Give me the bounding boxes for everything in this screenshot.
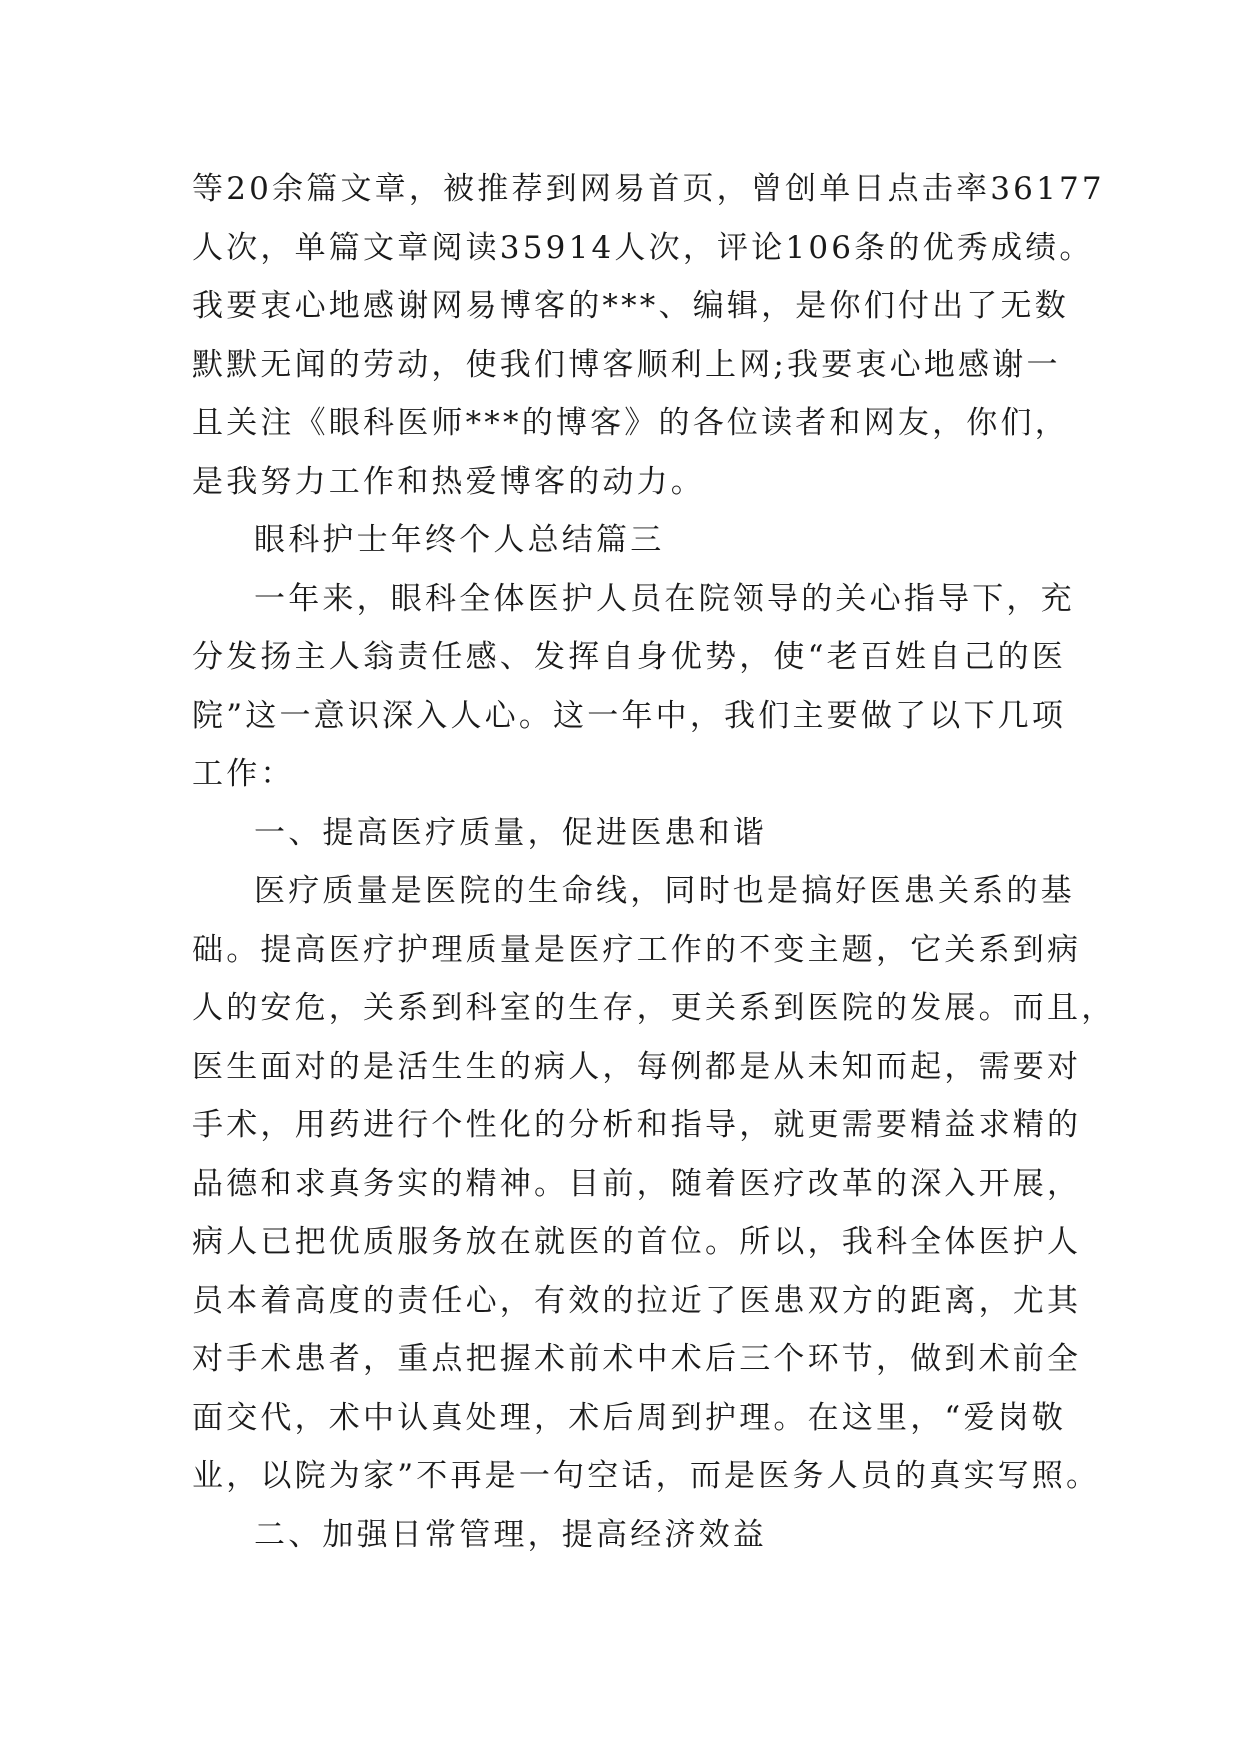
- text-line: 我要衷心地感谢网易博客的***、编辑，是你们付出了无数: [192, 288, 1069, 324]
- text-line: 院”这一意识深入人心。这一年中，我们主要做了以下几项: [192, 697, 1067, 734]
- text-line: 工作：: [192, 756, 295, 792]
- text-line: 员本着高度的责任心，有效的拉近了医患双方的距离，尤其: [192, 1282, 1082, 1319]
- text-line: 医生面对的是活生生的病人，每例都是从未知而起，需要对: [192, 1048, 1082, 1085]
- text-line: 病人已把优质服务放在就医的首位。所以，我科全体医护人: [192, 1224, 1082, 1260]
- text-line: 础。提高医疗护理质量是医疗工作的不变主题，它关系到病: [192, 931, 1082, 968]
- text-line: 业，以院为家”不再是一句空话，而是医务人员的真实写照。: [192, 1458, 1101, 1494]
- document-page: [192, 160, 1116, 1564]
- text-line: 品德和求真务实的精神。目前，随着医疗改革的深入开展，: [192, 1165, 1082, 1202]
- section-heading: 二、加强日常管理，提高经济效益: [254, 1516, 767, 1553]
- text-line: 且关注《眼科医师***的博客》的各位读者和网友，你们，: [192, 405, 1069, 441]
- text-line: 对手术患者，重点把握术前术中术后三个环节，做到术前全: [192, 1341, 1082, 1377]
- text-line: 面交代，术中认真处理，术后周到护理。在这里，“爱岗敬: [192, 1399, 1067, 1436]
- section-heading: 眼科护士年终个人总结篇三: [254, 522, 665, 558]
- text-line: 默默无闻的劳动，使我们博客顺利上网;我要衷心地感谢一: [192, 346, 1061, 383]
- text-line: 等20余篇文章，被推荐到网易首页，曾创单日点击率36177: [192, 171, 1105, 207]
- section-heading: 一、提高医疗质量，促进医患和谐: [254, 814, 767, 851]
- text-line: 人的安危，关系到科室的生存，更关系到医院的发展。而且，: [192, 990, 1116, 1026]
- text-line: 医疗质量是医院的生命线，同时也是搞好医患关系的基: [254, 873, 1075, 909]
- text-line: 分发扬主人翁责任感、发挥自身优势，使“老百姓自己的医: [192, 639, 1067, 675]
- text-line: 一年来，眼科全体医护人员在院领导的关心指导下，充: [254, 580, 1075, 617]
- text-line: 人次，单篇文章阅读35914人次，评论106条的优秀成绩。: [192, 229, 1094, 266]
- text-line: 手术，用药进行个性化的分析和指导，就更需要精益求精的: [192, 1107, 1082, 1143]
- text-line: 是我努力工作和热爱博客的动力。: [192, 463, 705, 500]
